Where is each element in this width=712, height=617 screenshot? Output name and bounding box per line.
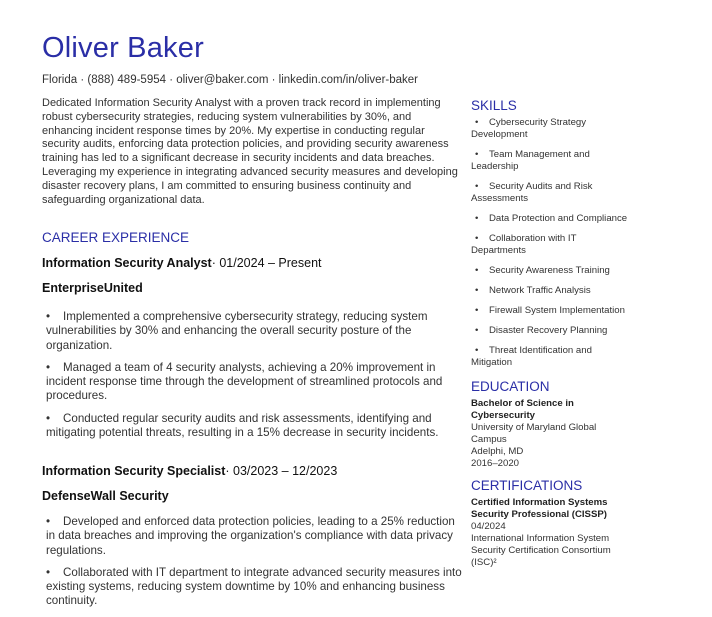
- bullet-icon: •: [475, 233, 479, 244]
- bullet-icon: •: [46, 310, 51, 323]
- job-dates: · 03/2023 – 12/2023: [225, 464, 338, 478]
- list-item: [471, 213, 631, 225]
- skill-text: Firewall System Implementation: [489, 305, 625, 316]
- job-title: Information Security Analyst: [42, 256, 212, 270]
- list-item: [471, 265, 631, 277]
- experience-section-title: CAREER EXPERIENCE: [42, 230, 190, 245]
- list-item: [471, 285, 631, 297]
- skill-text: Cybersecurity Strategy Development: [471, 117, 587, 140]
- skill-text: Disaster Recovery Planning: [489, 325, 608, 336]
- certification-name: Certified Information Systems Security Professional (CISSP): [471, 497, 608, 520]
- list-item: [42, 361, 462, 404]
- skill-text: Collaboration with IT Departments: [471, 233, 577, 256]
- bullet-icon: •: [475, 117, 479, 128]
- bullet-icon: •: [475, 345, 479, 356]
- bullet-text: Implemented a comprehensive cybersecurity strategy, reducing system vulnerabilities by 30% and enhancing the overall security posture of the organization.: [46, 310, 428, 352]
- list-item: [471, 181, 631, 205]
- skill-text: Team Management and Leadership: [471, 149, 590, 172]
- bullet-icon: •: [46, 411, 51, 425]
- bullet-icon: •: [46, 360, 51, 374]
- skill-text: Security Audits and Risk Assessments: [471, 181, 593, 204]
- resume-name: Oliver Baker: [42, 32, 204, 64]
- company-name: DefenseWall Security: [42, 489, 169, 503]
- skill-text: Security Awareness Training: [489, 265, 610, 276]
- bullet-icon: •: [475, 213, 479, 224]
- list-item: [471, 117, 631, 141]
- job-dates: · 01/2024 – Present: [211, 256, 322, 270]
- skill-text: Threat Identification and Mitigation: [471, 345, 592, 368]
- education-years: 2016–2020: [471, 458, 520, 469]
- list-item: [471, 149, 631, 173]
- job-bullets: [42, 515, 462, 617]
- certification-issuer: International Information System Security Certification Consortium (ISC)²: [471, 533, 611, 568]
- job-title: Information Security Specialist: [42, 464, 226, 478]
- list-item: [471, 325, 631, 337]
- bullet-icon: •: [475, 181, 479, 192]
- list-item: [42, 566, 462, 609]
- certifications-section-title: CERTIFICATIONS: [471, 478, 583, 493]
- bullet-icon: •: [475, 149, 479, 160]
- skills-section-title: SKILLS: [471, 98, 517, 113]
- skill-text: Network Traffic Analysis: [489, 285, 591, 296]
- certification-date: 04/2024: [471, 521, 506, 532]
- bullet-text: Conducted regular security audits and risk assessments, identifying and mitigating potential threats, resulting in a 15% decrease in security incidents.: [46, 411, 439, 440]
- job-bullets: [42, 310, 462, 448]
- list-item: [471, 233, 631, 257]
- company-name: EnterpriseUnited: [42, 281, 143, 295]
- bullet-icon: •: [475, 265, 479, 276]
- bullet-icon: •: [46, 565, 51, 579]
- list-item: [471, 305, 631, 317]
- bullet-icon: •: [475, 285, 479, 296]
- contact-line: Florida · (888) 489-5954 · oliver@baker.com · linkedin.com/in/oliver-baker: [42, 74, 418, 86]
- job-title-line: [42, 464, 337, 478]
- list-item: [42, 515, 462, 558]
- bullet-text: Developed and enforced data protection policies, leading to a 25% reduction in data breaches and improving the organization's compliance with data privacy regulations.: [46, 515, 455, 557]
- skill-text: Data Protection and Compliance: [489, 213, 628, 224]
- list-item: [471, 345, 631, 369]
- bullet-icon: •: [475, 325, 479, 336]
- bullet-text: Collaborated with IT department to integrate advanced security measures into existing systems, reducing system downtime by 10% and enhancing business continuity.: [46, 565, 462, 608]
- education-location: Adelphi, MD: [471, 446, 524, 457]
- list-item: [42, 412, 462, 441]
- summary-paragraph: Dedicated Information Security Analyst with a proven track record in implementing robust cybersecurity strategies, reducing system vulnerabilities by 30%, and enhancing incident response times by 20%. My expertise in conducting regular security audits, enforcing data protection policies, and providing security awareness training has led to a significant decrease in security incidents and data breaches. Leveraging my experience in integrating advanced security measures and developing disaster recovery plans, I am committed to ensuring business continuity and safeguarding organizational data.: [42, 97, 458, 206]
- bullet-text: Managed a team of 4 security analysts, achieving a 20% improvement in incident response time through the development of streamlined protocols and procedures.: [46, 360, 443, 403]
- education-section-title: EDUCATION: [471, 379, 550, 394]
- sidebar-column: [471, 98, 631, 569]
- bullet-icon: •: [475, 305, 479, 316]
- job-title-line: [42, 256, 322, 270]
- bullet-icon: •: [46, 515, 51, 528]
- skills-list: [471, 117, 631, 369]
- education-school: University of Maryland Global Campus: [471, 422, 597, 445]
- education-degree: Bachelor of Science in Cybersecurity: [471, 398, 574, 421]
- list-item: [42, 310, 462, 353]
